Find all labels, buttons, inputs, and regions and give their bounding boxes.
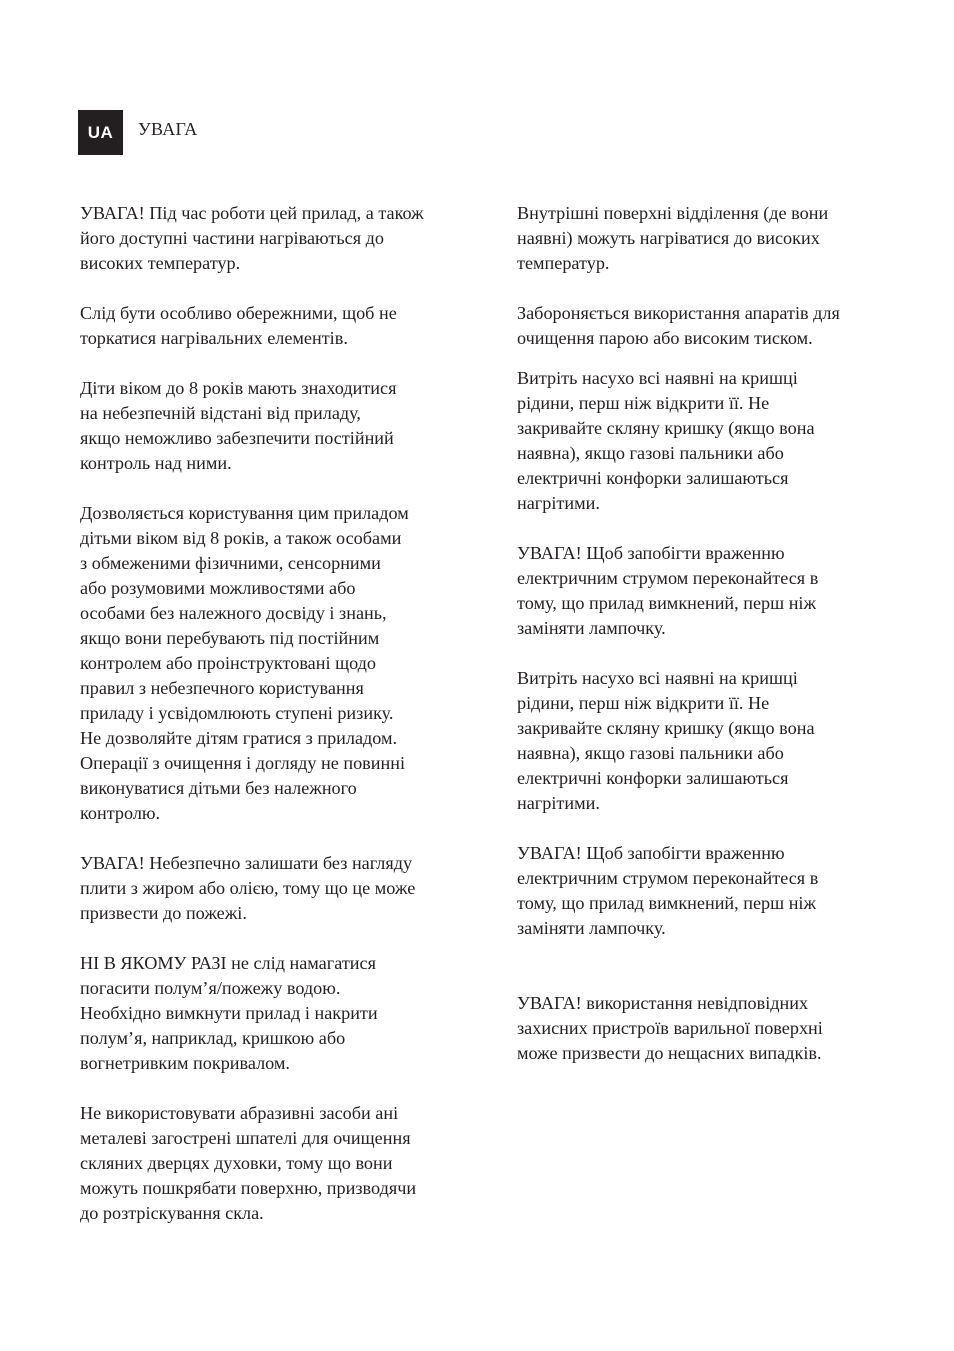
warning-paragraph: Забороняється використання апаратів для очищення парою або високим тиском. — [517, 303, 840, 348]
warning-paragraph: Не використовувати абразивні засоби ані металеві загострені шпателі для очищення скляних дверцях духовки, тому що вони можуть пошкрябати поверхню, призводячи до розтріскування скла. — [80, 1103, 417, 1223]
right-column — [517, 201, 907, 1091]
language-badge: UA — [78, 110, 123, 155]
warning-paragraph: Внутрішні поверхні відділення (де вони наявні) можуть нагріватися до високих температур. — [517, 203, 829, 273]
warning-paragraph: УВАГА! Під час роботи цей прилад, а також його доступні частини нагріваються до високих температур. — [80, 203, 424, 273]
warning-paragraph: Витріть насухо всі наявні на кришці рідини, перш ніж відкрити її. Не закривайте скляну кришку (якщо вона наявна), якщо газові пальники або електричні конфорки залишаються нагрітими. — [517, 368, 815, 513]
warning-paragraph: Дозволяється користування цим приладом дітьми віком від 8 років, а також особами з обмеженими фізичними, сенсорними або розумовими можливостями або особами без належного досвіду і знань, якщо вони перебувають під постійним контролем або проінструктовані щодо правил з небезпечного користування приладу і усвідомлюють ступені ризику. Не дозволяйте дітям гратися з приладом. Операції з очищення і догляду не повинні виконуватися дітьми без належного контролю. — [80, 503, 409, 823]
warning-paragraph: НІ В ЯКОМУ РАЗІ не слід намагатися погасити полум’я/пожежу водою. Необхідно вимкнути прилад і накрити полум’я, наприклад, кришкою або вогнетривким покривалом. — [80, 953, 378, 1073]
warning-paragraph: УВАГА! використання невідповідних захисних пристроїв варильної поверхні може призвести до нещасних випадків. — [517, 993, 823, 1063]
warning-paragraph: Слід бути особливо обережними, щоб не торкатися нагрівальних елементів. — [80, 303, 397, 348]
warning-paragraph: Витріть насухо всі наявні на кришці рідини, перш ніж відкрити її. Не закривайте скляну кришку (якщо вона наявна), якщо газові пальники або електричні конфорки залишаються нагрітими. — [517, 668, 815, 813]
warning-paragraph: УВАГА! Щоб запобігти враженню електричним струмом переконайтеся в тому, що прилад вимкнений, перш ніж заміняти лампочку. — [517, 843, 819, 938]
warning-paragraph: УВАГА! Небезпечно залишати без нагляду плити з жиром або олією, тому що це може призвести до пожежі. — [80, 853, 416, 923]
left-column — [80, 201, 480, 1251]
warning-paragraph: УВАГА! Щоб запобігти враженню електричним струмом переконайтеся в тому, що прилад вимкнений, перш ніж заміняти лампочку. — [517, 543, 819, 638]
section-title: УВАГА — [138, 119, 198, 139]
warning-paragraph: Діти віком до 8 років мають знаходитися на небезпечній відстані від приладу, якщо неможливо забезпечити постійний контроль над ними. — [80, 378, 397, 473]
